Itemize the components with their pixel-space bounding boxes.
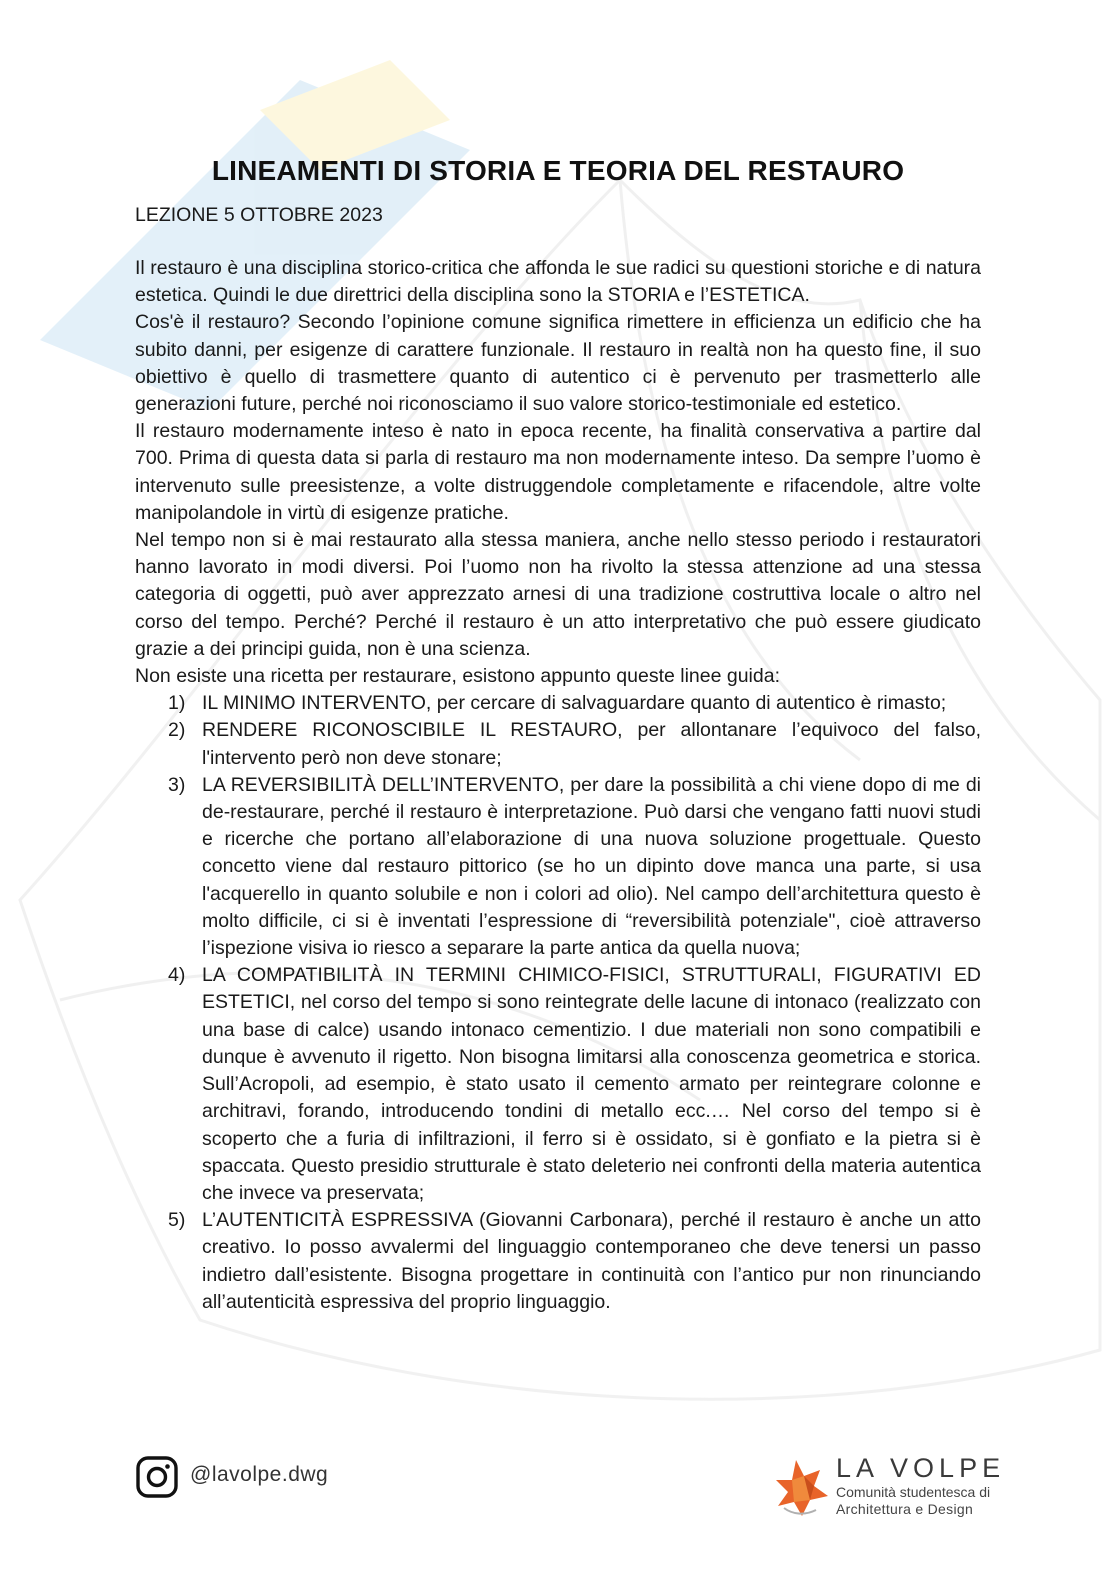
list-item — [135, 962, 981, 1207]
brand-tagline: Comunità studentesca di — [836, 1484, 991, 1500]
paragraph: Il restauro è una disciplina storico-critica che affonda le sue radici su questioni storiche e di natura estetica. Quindi le due direttrici della disciplina sono la STORIA e l’ESTETICA. — [135, 257, 981, 307]
list-item-number: 5) — [168, 1209, 186, 1232]
paragraph: Cos'è il restauro? Secondo l’opinione comune significa rimettere in efficienza un edificio che ha subito danni, per esigenze di carattere funzionale. Il restauro in realtà non ha questo fine, il suo obiettivo è quello di trasmettere quanto di autentico ci è pervenuto per trasmetterlo alle generazioni future, perché noi riconosciamo il suo valore storico-testimoniale ed estetico. — [135, 311, 981, 416]
list-item-text: LA COMPATIBILITÀ IN TERMINI CHIMICO-FISICI, STRUTTURALI, FIGURATIVI ED ESTETICI, nel corso del tempo si sono reintegrate delle lacune di intonaco (realizzato con una base di calce) usando intonaco cementizio. I due materiali non sono compatibili e dunque è avvenuto il rigetto. Non bisogna limitarsi alla conoscenza geometrica e storica. Sull’Acropoli, ad esempio, è stato usato il cemento armato per reintegrare colonne e architravi, forando, introducendo tondini di metallo ecc.… Nel corso del tempo si è scoperto che a furia di infiltrazioni, il ferro si è ossidato, si è gonfiato e la pietra si è spaccata. Questo presidio strutturale è stato deleterio nei confronti della materia autentica che invece va preservata; — [202, 964, 981, 1204]
list-item — [135, 690, 981, 717]
paragraph: Nel tempo non si è mai restaurato alla stessa maniera, anche nello stesso periodo i restauratori hanno lavorato in modi diversi. Poi l’uomo non ha rivolto la stessa attenzione ad una stessa categoria di oggetti, può aver apprezzato arnesi di una tradizione costruttiva locale o altro nel corso del tempo. Perché? Perché il restauro è un atto interpretativo che può essere giudicato grazie a dei principi guida, non è una scienza. — [135, 529, 981, 660]
list-item — [135, 772, 981, 962]
paragraph: Non esiste una ricetta per restaurare, esistono appunto queste linee guida: — [135, 665, 780, 688]
brand-name: LA VOLPE — [836, 1453, 1006, 1483]
document-body — [135, 255, 981, 1316]
list-item-text: LA REVERSIBILITÀ DELL’INTERVENTO, per dare la possibilità a chi viene dopo di me di de-restaurare, perché il restauro è interpretazione. Può darsi che vengano fatti nuovi studi e ricerche che portano all’elaborazione di una nuova soluzione progettuale. Questo concetto viene dal restauro pittorico (se ho un dipinto dove manca una parte, si usa l'acquerello in quanto solubile e non i colori ad olio). Nel campo dell’architettura questo è molto difficile, ci si è inventati l’espressione di “reversibilità potenziale", cioè attraverso l’ispezione visiva io riesco a separare la parte antica da quella nuova; — [202, 773, 981, 960]
instagram-icon[interactable] — [136, 1456, 178, 1498]
list-item-number: 4) — [168, 964, 186, 987]
fox-logo-icon — [774, 1456, 832, 1518]
instagram-handle[interactable]: @lavolpe.dwg — [190, 1463, 329, 1486]
list-item-text: RENDERE RICONOSCIBILE IL RESTAURO, per allontanare l’equivoco del falso, l'intervento però non deve stonare; — [202, 719, 981, 769]
list-item-number: 3) — [168, 773, 186, 796]
list-item-number: 2) — [168, 719, 186, 742]
guidelines-list — [135, 690, 981, 1316]
list-item-number: 1) — [168, 692, 186, 715]
brand-tagline: Architettura e Design — [836, 1501, 974, 1517]
list-item-text: L’AUTENTICITÀ ESPRESSIVA (Giovanni Carbonara), perché il restauro è anche un atto creativo. Io posso avvalermi del linguaggio contemporaneo che deve tenersi un passo indietro dall’esistente. Bisogna progettare in continuità con l’antico pur non rinunciando all’autenticità espressiva del proprio linguaggio. — [202, 1209, 981, 1313]
paragraph: Il restauro modernamente inteso è nato in epoca recente, ha finalità conservativa a partire dal 700. Prima di questa data si parla di restauro ma non modernamente inteso. Da sempre l’uomo è intervenuto sulle preesistenze, a volte distruggendole completamente e rifacendole, altre volte manipolandole in virtù di esigenze pratiche. — [135, 420, 981, 524]
list-item-text: IL MINIMO INTERVENTO, per cercare di salvaguardare quanto di autentico è rimasto; — [202, 692, 947, 715]
list-item — [135, 717, 981, 771]
page-title: LINEAMENTI DI STORIA E TEORIA DEL RESTAURO — [211, 154, 905, 186]
list-item — [135, 1207, 981, 1316]
lesson-date: LEZIONE 5 OTTOBRE 2023 — [135, 204, 383, 226]
